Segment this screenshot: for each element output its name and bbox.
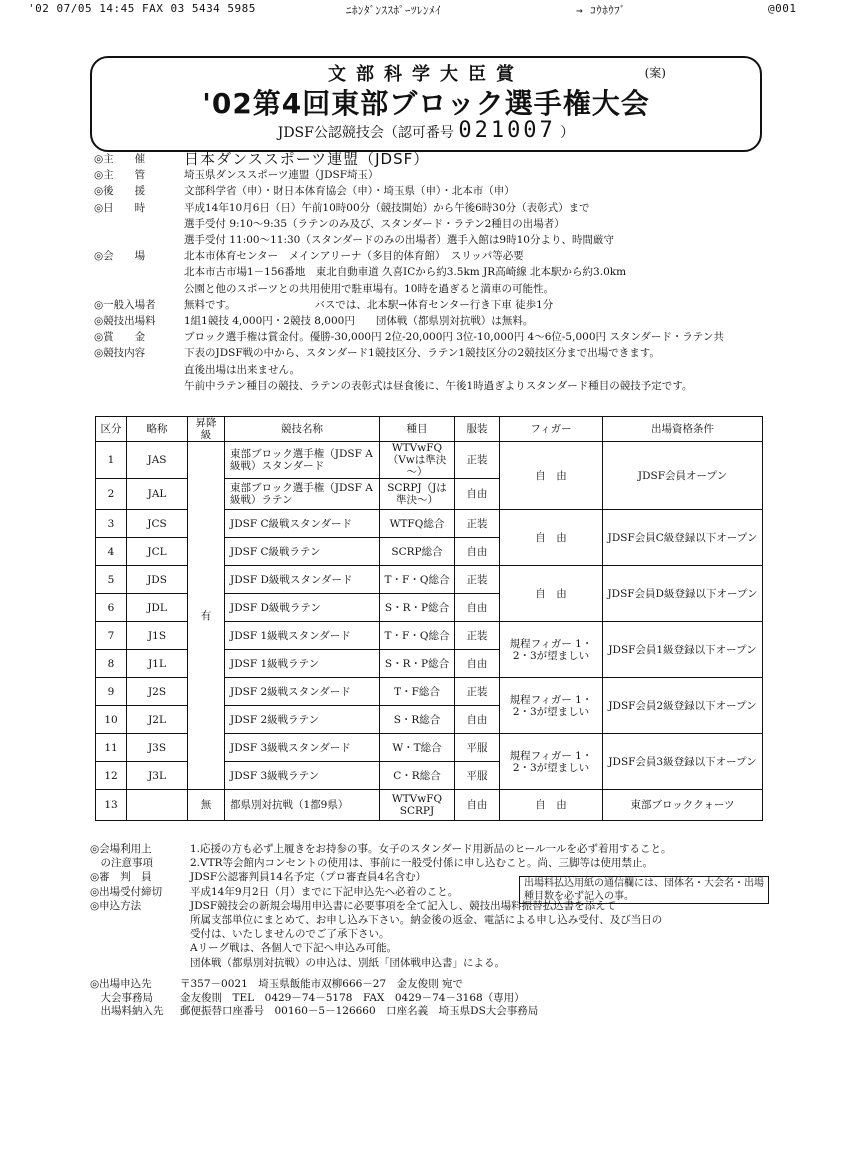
dress-code: 自由: [455, 790, 500, 821]
dress-code: 正装: [455, 678, 500, 706]
event-dances: T・F・Q総合: [380, 566, 455, 594]
info-value: 文部科学省（申）・財日本体育協会（申）・埼玉県（申）・北本市（申）: [184, 185, 515, 198]
info-label: ◎競技内容: [94, 347, 146, 360]
event-subtitle: [92, 118, 760, 143]
info-value: 選手受付 9:10～9:35（ラテンのみ及び、スタンダード・ラテン2種目の出場者）: [184, 217, 565, 230]
info-row: [94, 167, 784, 183]
info-label: の注意事項: [90, 857, 153, 870]
dress-code: 自由: [455, 479, 500, 510]
info-value: 無料です。 バスでは、北本駅→体育センター行き下車 徒歩1分: [184, 298, 554, 311]
division-abbr: J1L: [127, 650, 188, 678]
division-abbr: JCL: [127, 538, 188, 566]
division-abbr: JAL: [127, 479, 188, 510]
auth-number: 021007: [458, 118, 556, 143]
competition-name: JDSF 3級戦スタンダード: [225, 734, 380, 762]
fax-header-dest: → ｺｳﾎｳﾌﾞ: [576, 4, 626, 17]
info-label: [94, 216, 184, 232]
info-value: JDSF競技会の新規会場用申込書に必要事項を全て記入し、競技出場料振替払込書を添えて: [190, 899, 617, 912]
col-header: 略称: [127, 417, 188, 442]
info-label: ◎主 催: [94, 153, 146, 165]
info-row: [94, 216, 784, 232]
info-row: [94, 248, 784, 264]
event-dances: T・F総合: [380, 678, 455, 706]
division-number: 4: [96, 538, 127, 566]
competition-name: JDSF 3級戦ラテン: [225, 762, 380, 790]
dress-code: 自由: [455, 594, 500, 622]
dress-code: 平服: [455, 762, 500, 790]
info-row: [90, 927, 780, 941]
info-label: 出場料納入先: [90, 1005, 164, 1017]
info-value: JDSF公認審判員14名予定（プロ審査員4名含む）: [190, 871, 427, 884]
info-row: [90, 992, 780, 1006]
info-row: [94, 362, 784, 378]
dress-code: 自由: [455, 538, 500, 566]
col-header: 服装: [455, 417, 500, 442]
fax-page-number: @001: [768, 2, 797, 15]
subtitle-text: JDSF公認競技会（認可番号: [277, 125, 454, 141]
competition-table: [95, 416, 763, 821]
event-dances: C・R総合: [380, 762, 455, 790]
info-label: ◎後 援: [94, 185, 146, 198]
competition-name: 都県別対抗戦（1都9県）: [225, 790, 380, 821]
division-abbr: JAS: [127, 442, 188, 479]
info-label: ◎一般入場者: [94, 298, 156, 311]
event-dances: SCRPJ（Jは準決～）: [380, 479, 455, 510]
col-header: 昇降級: [188, 417, 225, 442]
division-abbr: [127, 790, 188, 821]
info-row: [90, 842, 780, 856]
figure-rule: 自 由: [500, 442, 603, 510]
info-row: [94, 378, 784, 394]
table-row: [96, 790, 763, 821]
info-row: [90, 956, 780, 970]
promotion-cell: 無: [188, 790, 225, 821]
info-label: [90, 956, 190, 970]
division-number: 7: [96, 622, 127, 650]
competition-name: 東部ブロック選手権（JDSF A級戦）スタンダード: [225, 442, 380, 479]
info-label: [94, 378, 184, 394]
competition-name: JDSF 2級戦ラテン: [225, 706, 380, 734]
division-number: 2: [96, 479, 127, 510]
event-dances: S・R・P総合: [380, 650, 455, 678]
entry-qualification: JDSF会員3級登録以下オープン: [603, 734, 763, 790]
division-number: 9: [96, 678, 127, 706]
dress-code: 自由: [455, 650, 500, 678]
info-value: 北本市古市場1－156番地 東北自動車道 久喜ICから約3.5km JR高崎線 北本駅から約3.0km: [184, 266, 627, 279]
event-title: '02第4回東部ブロック選手権大会: [202, 87, 650, 120]
entry-qualification: JDSF会員C級登録以下オープン: [603, 510, 763, 566]
division-number: 1: [96, 442, 127, 479]
info-label: ◎出場受付締切: [90, 885, 163, 898]
figure-rule: 規程フィガー 1・2・3が望ましい: [500, 734, 603, 790]
entry-qualification: 東部ブロッククォーツ: [603, 790, 763, 821]
info-row: [94, 281, 784, 297]
division-abbr: JCS: [127, 510, 188, 538]
info-row: [94, 313, 784, 329]
division-number: 10: [96, 706, 127, 734]
competition-name: JDSF D級戦スタンダード: [225, 566, 380, 594]
info-row: [94, 200, 784, 216]
info-value: 午前中ラテン種目の競技、ラテンの表彰式は昼食後に、午後1時過ぎよりスタンダード種目の競技予定です。: [184, 379, 693, 392]
figure-rule: 規程フィガー 1・2・3が望ましい: [500, 622, 603, 678]
entry-qualification: JDSF会員2級登録以下オープン: [603, 678, 763, 734]
dress-code: 正装: [455, 622, 500, 650]
event-dances: WTVwFQ SCRPJ: [380, 790, 455, 821]
division-number: 11: [96, 734, 127, 762]
info-value: 埼玉県ダンススポーツ連盟（JDSF埼玉）: [184, 169, 379, 182]
info-label: ◎申込方法: [90, 899, 142, 912]
figure-rule: 規程フィガー 1・2・3が望ましい: [500, 678, 603, 734]
dress-code: 正装: [455, 442, 500, 479]
division-number: 6: [96, 594, 127, 622]
contact-section: [90, 978, 780, 1019]
info-row: [94, 329, 784, 345]
info-label: [94, 232, 184, 248]
info-label: ◎出場申込先: [90, 978, 152, 990]
info-label: ◎賞 金: [94, 331, 146, 344]
division-abbr: J2S: [127, 678, 188, 706]
dress-code: 平服: [455, 734, 500, 762]
info-label: [90, 941, 190, 955]
division-abbr: J2L: [127, 706, 188, 734]
event-dances: WTVwFQ（Vwは準決～）: [380, 442, 455, 479]
col-header: 種目: [380, 417, 455, 442]
competition-name: JDSF C級戦ラテン: [225, 538, 380, 566]
info-label: [90, 913, 190, 927]
info-value: 郵便振替口座番号 00160－5－126660 口座名義 埼玉県DS大会事務局: [180, 1005, 539, 1017]
info-value: 所属支部単位にまとめて、お申し込み下さい。納金後の返金、電話による申し込み受付、及び当日の: [190, 914, 663, 927]
info-row: [90, 1005, 780, 1019]
col-header: フィガー: [500, 417, 603, 442]
competition-name: JDSF 1級戦ラテン: [225, 650, 380, 678]
event-dances: S・R総合: [380, 706, 455, 734]
info-value: 平成14年10月6日（日）午前10時00分（競技開始）から午後6時30分（表彰式）まで: [184, 201, 590, 214]
info-label: ◎日 時: [94, 201, 146, 214]
division-abbr: J1S: [127, 622, 188, 650]
info-value: 1組1競技 4,000円・2競技 8,000円 団体戦（都県別対抗戦）は無料。: [184, 315, 534, 328]
info-label: [90, 927, 190, 941]
info-value: 日本ダンススポーツ連盟（JDSF）: [184, 150, 430, 168]
promotion-cell: 有: [188, 442, 225, 790]
dress-code: 正装: [455, 566, 500, 594]
event-dances: W・T総合: [380, 734, 455, 762]
subtitle-end: ）: [560, 125, 575, 141]
division-abbr: J3S: [127, 734, 188, 762]
info-value: 公園と他のスポーツとの共用使用で駐車場有。10時を過ぎると満車の可能性。: [184, 282, 554, 295]
info-value: 1.応援の方も必ず上履きをお持参の事。女子のスタンダード用新品のヒール一ルを必ず着用すること。: [190, 843, 672, 855]
info-row: [90, 856, 780, 870]
payment-note-box: 出場料払込用紙の通信欄には、団体名・大会名・出場種目数を必ず記入の事。: [519, 876, 769, 904]
event-dances: WTFQ総合: [380, 510, 455, 538]
table-header-row: [96, 417, 763, 442]
entry-qualification: JDSF会員オープン: [603, 442, 763, 510]
notes-section: [90, 842, 780, 970]
info-label: ◎会場利用上: [90, 843, 152, 855]
info-value: 受付は、いたしませんのでご了承下さい。: [190, 928, 390, 941]
event-dances: S・R・P総合: [380, 594, 455, 622]
entry-qualification: JDSF会員D級登録以下オープン: [603, 566, 763, 622]
info-label: [94, 281, 184, 297]
info-value: 2.VTR等会館内コンセントの使用は、事前に一般受付係に申し込むこと。尚、三脚等は使用禁止。: [190, 857, 654, 870]
figure-rule: 自 由: [500, 510, 603, 566]
division-abbr: JDS: [127, 566, 188, 594]
dress-code: 自由: [455, 706, 500, 734]
division-number: 3: [96, 510, 127, 538]
ministry-award: 文部科学大臣賞: [328, 64, 524, 85]
info-value: 下表のJDSF戦の中から、スタンダード1競技区分、ラテン1競技区分の2競技区分まで出場できます。: [184, 347, 660, 360]
event-info: [94, 151, 784, 394]
col-header: 出場資格条件: [603, 417, 763, 442]
info-label: ◎審 判 員: [90, 871, 152, 884]
fax-header-left: '02 07/05 14:45 FAX 03 5434 5985: [28, 2, 256, 15]
division-number: 5: [96, 566, 127, 594]
event-dances: SCRP総合: [380, 538, 455, 566]
info-label: [94, 362, 184, 378]
info-value: 金友俊則 TEL 0429－74－5178 FAX 0429－74－3168（専用）: [180, 991, 525, 1004]
event-dances: T・F・Q総合: [380, 622, 455, 650]
col-header: 区分: [96, 417, 127, 442]
competition-name: 東部ブロック選手権（JDSF A級戦）ラテン: [225, 479, 380, 510]
dress-code: 正装: [455, 510, 500, 538]
figure-rule: 自 由: [500, 566, 603, 622]
info-value: 北本市体育センター メインアリーナ（多目的体育館） スリッパ等必要: [184, 250, 524, 263]
info-value: 平成14年9月2日（月）までに下記申込先へ必着のこと。: [190, 885, 459, 898]
division-number: 8: [96, 650, 127, 678]
division-abbr: J3L: [127, 762, 188, 790]
draft-mark: (案): [644, 66, 666, 80]
info-row: [90, 941, 780, 955]
competition-name: JDSF D級戦ラテン: [225, 594, 380, 622]
division-number: 12: [96, 762, 127, 790]
info-row: [90, 913, 780, 927]
info-row: [94, 232, 784, 248]
info-row: [94, 297, 784, 313]
division-number: 13: [96, 790, 127, 821]
competition-name: JDSF C級戦スタンダード: [225, 510, 380, 538]
table-row: [96, 442, 763, 479]
info-row: [94, 183, 784, 199]
figure-rule: 自 由: [500, 790, 603, 821]
division-abbr: JDL: [127, 594, 188, 622]
info-value: 〒357－0021 埼玉県飯能市双柳666－27 金友俊則 宛で: [180, 978, 464, 990]
competition-name: JDSF 2級戦スタンダード: [225, 678, 380, 706]
info-value: 直後出場は出来ません。: [184, 363, 301, 376]
info-label: ◎主 管: [94, 169, 146, 182]
col-header: 競技名称: [225, 417, 380, 442]
info-row: [90, 978, 780, 992]
title-box: [90, 56, 762, 152]
info-row: [94, 151, 784, 167]
info-label: [94, 264, 184, 280]
info-row: [94, 345, 784, 361]
info-value: 選手受付 11:00～11:30（スタンダードのみの出場者）選手入館は9時10分より、時間厳守: [184, 234, 614, 247]
info-label: ◎会 場: [94, 250, 146, 263]
info-value: 団体戦（都県別対抗戦）の申込は、別紙「団体戦申込書」による。: [190, 956, 505, 969]
competition-name: JDSF 1級戦スタンダード: [225, 622, 380, 650]
fax-header-sender: ﾆﾎﾝﾀﾞﾝｽｽﾎﾟｰﾂﾚﾝﾒｲ: [346, 4, 441, 17]
info-label: 大会事務局: [90, 991, 153, 1004]
info-label: ◎競技出場料: [94, 315, 156, 328]
info-row: [94, 264, 784, 280]
info-value: Aリーグ戦は、各個人で下記へ申込み可能。: [190, 942, 398, 955]
info-value: ブロック選手権は賞金付。優勝-30,000円 2位-20,000円 3位-10,000円 4～6位-5,000円 スタンダード・ラテン共: [184, 331, 724, 344]
entry-qualification: JDSF会員1級登録以下オープン: [603, 622, 763, 678]
